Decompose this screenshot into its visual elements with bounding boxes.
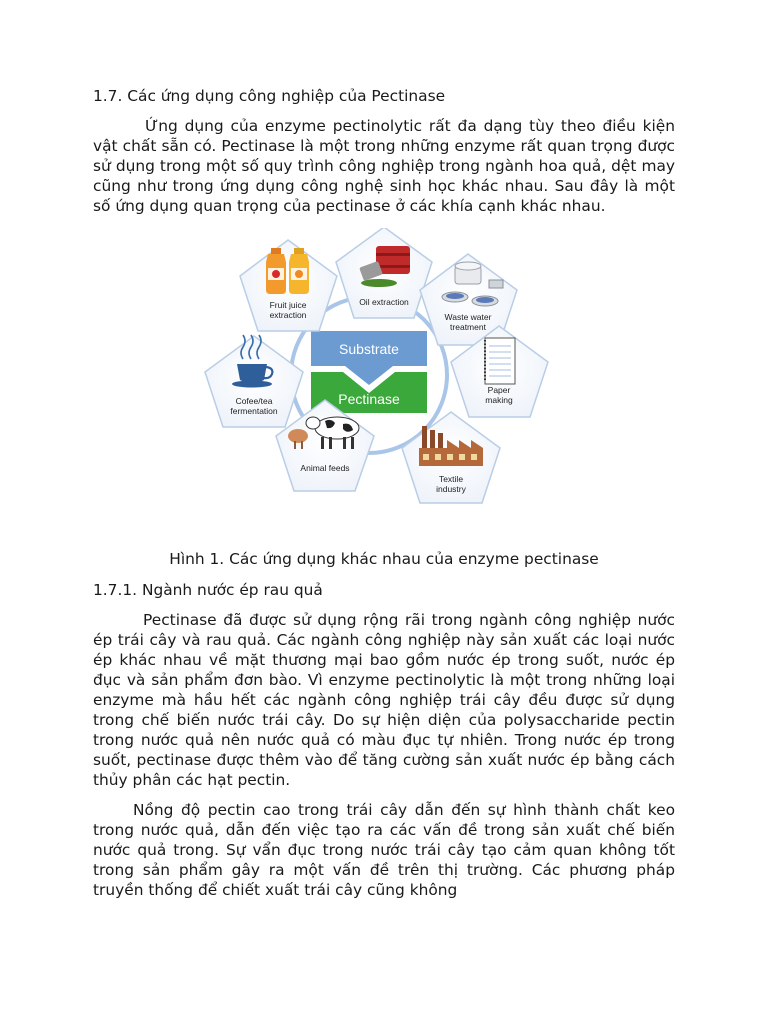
subsection-heading: 1.7.1. Ngành nước ép rau quả <box>93 581 323 599</box>
textile-label-2: industry <box>436 484 466 494</box>
pectinase-applications-figure <box>93 228 675 544</box>
figure-caption: Hình 1. Các ứng dụng khác nhau của enzyme pectinase <box>169 550 599 568</box>
paper-label-1: Paper <box>487 385 511 395</box>
paper-label-2: making <box>485 395 513 405</box>
oil-label-1: Oil extraction <box>359 297 409 307</box>
waste-label-1: Waste water <box>444 312 492 322</box>
application-coffee-tea <box>205 335 303 427</box>
waste-label-2: treatment <box>450 322 486 332</box>
animal-label-1: Animal feeds <box>300 463 350 473</box>
textile-label-1: Textile <box>438 474 464 484</box>
coffee-label-1: Cofee/tea <box>235 396 273 406</box>
intro-paragraph: Ứng dụng của enzyme pectinolytic rất đa dạng tùy theo điều kiện vật chất sẵn có. Pectinase là một trong những enzyme rất quan trọng được sử dụng trong một số quy trình công nghiệp trong ngành hoa quả, dệt may cũng như trong ứng dụng công nghệ sinh học khác nhau. Sau đây là một số ứng dụng quan trọng của pectinase ở các khía cạnh khác nhau. <box>93 117 675 215</box>
figure-diagram <box>93 228 675 544</box>
coffee-label-2: fermentation <box>230 406 278 416</box>
juice-paragraph-1: Pectinase đã được sử dụng rộng rãi trong ngành công nghiệp nước ép trái cây và rau quả. Các ngành công nghiệp này sản xuất các loại nước ép khác nhau về mặt thương mại bao gồm nước ép trong suốt, nước ép đục và sản phẩm đơn bào. Vì enzyme pectinolytic là một trong những loại enzyme mà hầu hết các ngành công nghiệp trái cây đều được sử dụng trong chế biến nước trái cây. Do sự hiện diện của polysaccharide pectin trong nước quả nên nước quả có màu đục tự nhiên. Trong nước ép trong suốt, pectinase được thêm vào để tăng cường sản xuất nước ép bằng cách thủy phân các hạt pectin. <box>93 611 675 789</box>
juice-paragraph-2: Nồng độ pectin cao trong trái cây dẫn đến sự hình thành chất keo trong nước quả, dẫn đến việc tạo ra các vấn đề trong sản xuất chế biến nước quả trong. Sự vẩn đục trong nước trái cây tạo cảm quan không tốt trong sản phẩm gây ra một vấn đề trên thị trường. Các phương pháp truyền thống để chiết xuất trái cây cũng không <box>93 801 675 899</box>
paper-notebook-icon <box>485 338 515 384</box>
application-oil-extraction <box>336 228 432 318</box>
document-page <box>93 86 675 900</box>
substrate-label: Substrate <box>339 341 399 357</box>
section-heading: 1.7. Các ứng dụng công nghiệp của Pectinase <box>93 87 446 105</box>
application-fruit-juice <box>240 240 337 331</box>
pectinase-label: Pectinase <box>338 391 400 407</box>
juice-label-1: Fruit juice <box>269 300 307 310</box>
juice-label-2: extraction <box>269 310 307 320</box>
